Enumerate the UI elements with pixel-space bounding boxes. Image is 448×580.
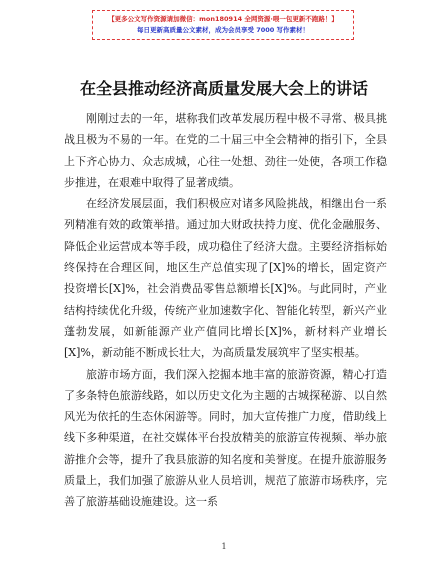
promo-banner-line-2: 每日更新高质量公文素材，成为会员享受 7000 写作素材！ [136,26,310,34]
promo-banner-line-1: 【更多公文写作资源请加微信：mon180914 全网资源·喂一包更新不跑路！】 [108,15,338,23]
document-body [64,108,387,513]
document-title: 在全县推动经济高质量发展大会上的讲话 [79,79,368,98]
body-paragraph-3: 旅游市场方面，我们深入挖掘本地丰富的旅游资源，精心打造了多条特色旅游线路，如以历史文化为主题的古城探秘游、以自然风光为依托的生态休闲游等。同时，加大宣传推广力度，借助线上线下多种渠道，在社交媒体平台投放精美的旅游宣传视频、举办旅游推介会等，提升了我县旅游的知名度和美誉度。在提升旅游服务质量上，我们加强了旅游从业人员培训，规范了旅游市场秩序，完善了旅游基础设施建设。这一系 [64,367,387,509]
body-paragraph-2: 在经济发展层面，我们积极应对诸多风险挑战，相继出台一系列精准有效的政策举措。通过加大财政扶持力度、优化金融服务、降低企业运营成本等手段，成功稳住了经济大盘。主要经济指标始终保持在合理区间，地区生产总值实现了[X]%的增长，固定资产投资增长[X]%，社会消费品零售总额增长[X]%。与此同时，产业结构持续优化升级，传统产业加速数字化、智能化转型，新兴产业蓬勃发展，如新能源产业产值同比增长[X]%，新材料产业增长[X]%，新动能不断成长壮大，为高质量发展筑牢了坚实根基。 [64,197,387,360]
promo-banner [92,10,354,40]
body-paragraph-1: 刚刚过去的一年，堪称我们改革发展历程中极不寻常、极具挑战且极为不易的一年。在党的二十届三中全会精神的指引下，全县上下齐心协力、众志成城，心往一处想、劲往一处使，各项工作稳步推进，在艰难中取得了显著成绩。 [64,112,387,189]
page-number: 1 [221,542,227,551]
